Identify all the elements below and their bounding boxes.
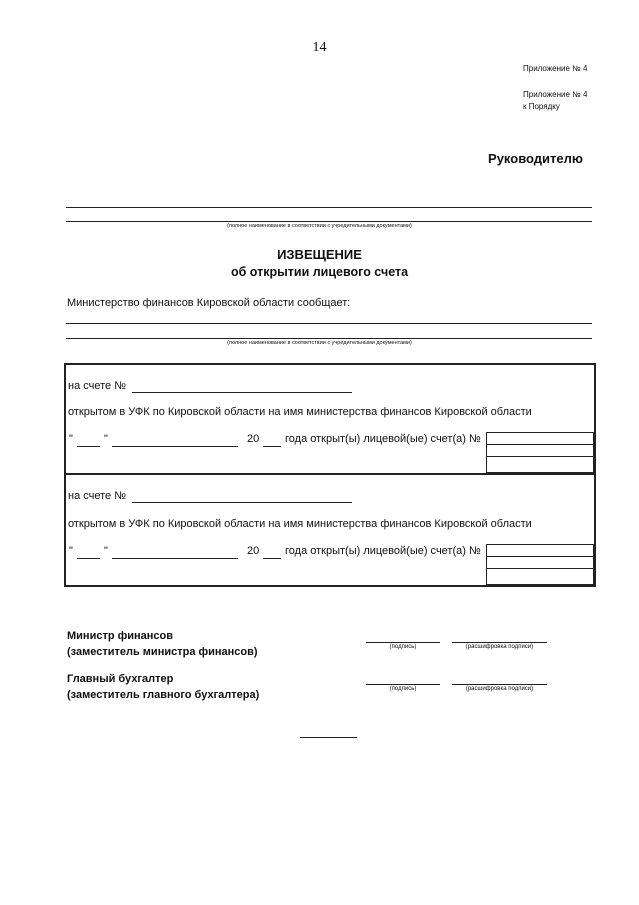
year-prefix: 20 (247, 433, 260, 445)
day-field[interactable] (77, 446, 100, 447)
opened-suffix: года открыт(ы) лицевой(ые) счет(а) № (285, 433, 481, 445)
year-field[interactable] (263, 446, 281, 447)
quote-close: " (104, 433, 108, 445)
month-field[interactable] (112, 446, 238, 447)
quote-close: " (104, 545, 108, 557)
annex-label-top: Приложение № 4 (523, 64, 588, 73)
year-field[interactable] (263, 558, 281, 559)
ministry-line-1[interactable] (66, 323, 592, 324)
ministry-line-2[interactable] (66, 338, 592, 339)
signature-field[interactable] (366, 642, 440, 643)
addressee-line-1[interactable] (66, 207, 592, 208)
notice-subtitle: об открытии лицевого счета (230, 265, 409, 279)
addressee-caption: (полное наименование в соответствии с учредительными документами) (227, 223, 412, 229)
annex-order-label: к Порядку (523, 102, 560, 111)
month-field[interactable] (112, 558, 238, 559)
addressee-line-2[interactable] (66, 221, 592, 222)
year-prefix: 20 (247, 545, 260, 557)
signature-caption: (подпись) (389, 644, 417, 650)
signatory-accountant (67, 671, 259, 703)
account-number-label: на счете № (68, 380, 126, 392)
signature-decode-field[interactable] (452, 642, 547, 643)
signature-caption: (подпись) (389, 686, 417, 692)
account-number-label: на счете № (68, 490, 126, 502)
account-block-1 (64, 363, 596, 475)
ministry-caption: (полное наименование в соответствии с учредительными документами) (227, 340, 412, 346)
account-cell-3[interactable] (486, 456, 594, 473)
opened-text: открытом в УФК по Кировской области на имя министерства финансов Кировской области (68, 518, 532, 530)
account-number-field[interactable] (132, 502, 352, 503)
account-cell-3[interactable] (486, 568, 594, 585)
quote-open: " (69, 433, 73, 445)
signatory-role: Министр финансов (67, 630, 174, 642)
opened-text: открытом в УФК по Кировской области на имя министерства финансов Кировской области (68, 406, 532, 418)
opened-suffix: года открыт(ы) лицевой(ые) счет(а) № (285, 545, 481, 557)
addressee-label: Руководителю (488, 151, 583, 166)
signatory-role-deputy: (заместитель главного бухгалтера) (67, 689, 260, 701)
account-number-field[interactable] (132, 392, 352, 393)
signatory-role-deputy: (заместитель министра финансов) (67, 646, 258, 658)
day-field[interactable] (77, 558, 100, 559)
account-block-2 (64, 473, 596, 587)
signature-field[interactable] (366, 684, 440, 685)
signature-decode-caption: (расшифровка подписи) (465, 644, 534, 650)
signature-decode-caption: (расшифровка подписи) (465, 686, 534, 692)
notice-title: ИЗВЕЩЕНИЕ (277, 247, 362, 262)
ministry-statement: Министерство финансов Кировской области сообщает: (67, 297, 351, 309)
signature-decode-field[interactable] (452, 684, 547, 685)
annex-label: Приложение № 4 (523, 90, 588, 99)
quote-open: " (69, 545, 73, 557)
page-end-divider (300, 737, 357, 738)
signatory-role: Главный бухгалтер (67, 673, 174, 685)
signatory-minister (67, 628, 258, 660)
page-number: 14 (312, 40, 327, 55)
